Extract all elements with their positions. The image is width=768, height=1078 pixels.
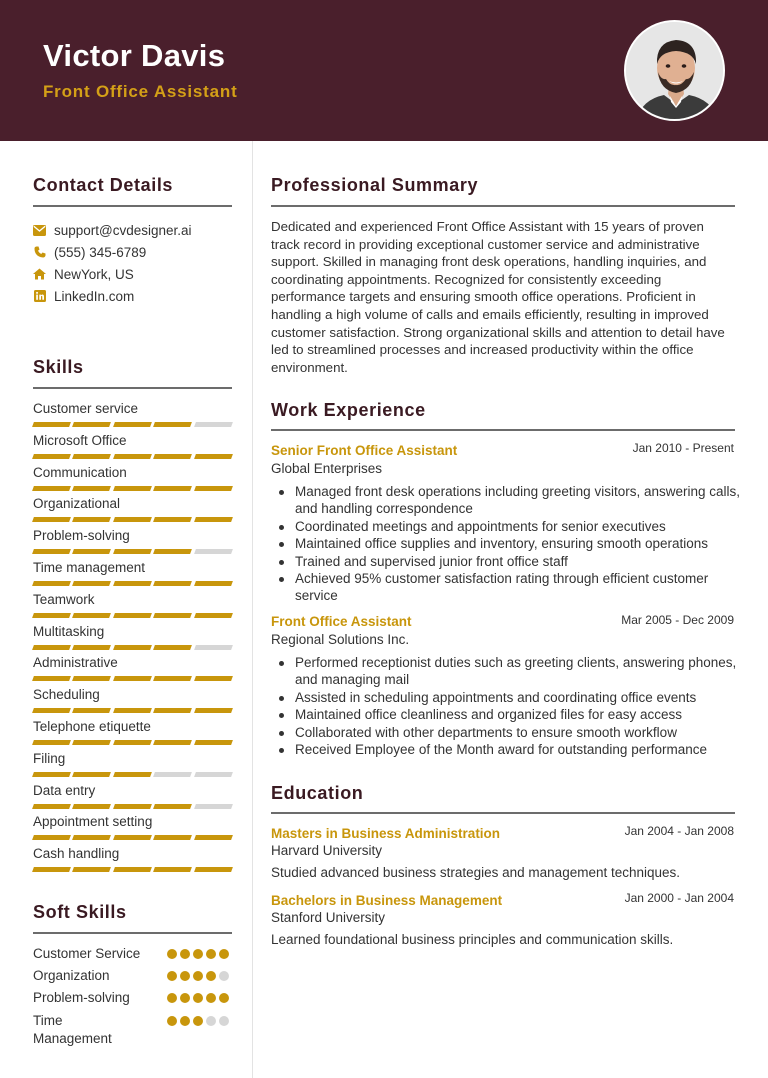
summary-text: Dedicated and experienced Front Office Assistant with 15 years of proven track record in providing exceptional customer service and administrative support. Skilled in managing front desk operations, handling inquiries, and coordinating appointments. Recognized for consistently exceeding performance targets and ensuring smooth office operations. Proficient in handling a high volume of calls and emails efficiently, resulting in improved customer satisfaction. Strong organizational skills and attention to detail have led to streamlined processes and increased productivity within the office environment. xyxy=(271,219,725,375)
home-icon xyxy=(33,268,46,281)
job-bullets xyxy=(295,483,740,605)
skill-segment-filled xyxy=(153,613,192,618)
skill-segment-filled xyxy=(113,549,152,554)
linkedin-icon xyxy=(33,290,46,303)
skill-segment-filled xyxy=(32,422,71,427)
degree-description: Learned foundational business principles and communication skills. xyxy=(271,932,674,947)
skill-segment-filled xyxy=(32,772,71,777)
rating-dot-filled xyxy=(167,971,177,981)
job-title: Senior Front Office Assistant xyxy=(271,443,458,458)
skill-segment-filled xyxy=(72,581,111,586)
rating-dot-filled xyxy=(180,1016,190,1026)
skill-segment-filled xyxy=(72,549,111,554)
skill-name: Cash handling xyxy=(33,846,120,862)
skill-segment-filled xyxy=(72,613,111,618)
summary-rule xyxy=(271,205,735,207)
skill-segment-filled xyxy=(153,676,192,681)
skill-segment-filled xyxy=(194,708,233,713)
resume-header xyxy=(0,0,768,141)
soft-skill-rating xyxy=(167,1016,229,1026)
skill-segment-filled xyxy=(113,454,152,459)
skill-level-bar xyxy=(33,772,232,777)
rating-dot-empty xyxy=(206,1016,216,1026)
skill-level-bar xyxy=(33,867,232,872)
skill-level-bar xyxy=(33,454,232,459)
envelope-icon xyxy=(33,224,46,237)
rating-dot-filled xyxy=(167,949,177,959)
job-company: Regional Solutions Inc. xyxy=(271,632,410,647)
skill-segment-filled xyxy=(194,867,233,872)
skill-segment-filled xyxy=(72,835,111,840)
skill-name: Scheduling xyxy=(33,687,100,703)
skill-segment-filled xyxy=(113,676,152,681)
rating-dot-filled xyxy=(206,949,216,959)
contact-email[interactable] xyxy=(33,221,192,239)
skill-segment-filled xyxy=(113,708,152,713)
skill-segment-filled xyxy=(32,835,71,840)
skill-segment-filled xyxy=(153,740,192,745)
skill-segment-empty xyxy=(194,422,233,427)
skills-heading: Skills xyxy=(33,357,84,377)
skill-segment-filled xyxy=(32,486,71,491)
education-rule xyxy=(271,812,735,814)
skill-segment-filled xyxy=(113,835,152,840)
experience-rule xyxy=(271,429,735,431)
rating-dot-filled xyxy=(193,1016,203,1026)
skill-name: Customer service xyxy=(33,401,139,416)
degree-title: Masters in Business Administration xyxy=(271,826,501,841)
skill-segment-filled xyxy=(32,549,71,554)
contact-rule xyxy=(33,205,232,207)
contact-phone-text: (555) 345-6789 xyxy=(54,244,147,260)
skill-level-bar xyxy=(33,740,232,745)
soft-skill-name: Organization xyxy=(33,968,110,983)
skill-level-bar xyxy=(33,486,232,491)
skill-name: Administrative xyxy=(33,655,118,671)
skill-segment-filled xyxy=(153,486,192,491)
candidate-name: Victor Davis xyxy=(43,38,226,73)
degree-date: Jan 2000 - Jan 2004 xyxy=(624,891,734,905)
phone-icon xyxy=(33,246,46,259)
skill-segment-filled xyxy=(32,454,71,459)
skill-segment-empty xyxy=(153,772,192,777)
rating-dot-filled xyxy=(206,971,216,981)
job-bullet: Maintained office supplies and inventory, ensuring smooth operations xyxy=(295,535,740,552)
degree-description: Studied advanced business strategies and management techniques. xyxy=(271,865,681,880)
school-name: Harvard University xyxy=(271,843,383,858)
school-name: Stanford University xyxy=(271,910,386,925)
skill-name: Problem-solving xyxy=(33,528,130,544)
skill-name: Time management xyxy=(33,560,146,575)
education-heading: Education xyxy=(271,783,364,803)
skill-segment-filled xyxy=(113,804,152,809)
skill-segment-filled xyxy=(153,645,192,650)
soft-skill-name: Problem-solving xyxy=(33,990,130,1005)
skill-segment-filled xyxy=(32,517,71,522)
skill-segment-filled xyxy=(113,581,152,586)
soft-skill-rating xyxy=(167,971,229,981)
skill-level-bar xyxy=(33,422,232,427)
skill-segment-filled xyxy=(113,740,152,745)
rating-dot-empty xyxy=(219,1016,229,1026)
skill-name: Data entry xyxy=(33,782,96,798)
contact-location-text: NewYork, US xyxy=(54,266,134,282)
column-divider xyxy=(252,141,253,1078)
job-bullet: Maintained office cleanliness and organized files for easy access xyxy=(295,706,740,723)
skill-name: Teamwork xyxy=(33,591,95,607)
skill-segment-empty xyxy=(194,804,233,809)
skill-segment-filled xyxy=(32,645,71,650)
job-date: Jan 2010 - Present xyxy=(632,441,734,455)
skill-segment-empty xyxy=(194,645,233,650)
skills-rule xyxy=(33,387,232,389)
skill-segment-filled xyxy=(113,867,152,872)
soft-skills-heading: Soft Skills xyxy=(33,902,127,922)
skill-segment-filled xyxy=(72,454,111,459)
experience-heading: Work Experience xyxy=(271,400,426,420)
skill-segment-filled xyxy=(153,835,192,840)
job-bullet: Collaborated with other departments to ensure smooth workflow xyxy=(295,724,740,741)
skill-segment-filled xyxy=(72,676,111,681)
soft-skill-name: Customer Service xyxy=(33,946,141,961)
contact-heading: Contact Details xyxy=(33,175,174,195)
skill-segment-filled xyxy=(72,517,111,522)
rating-dot-filled xyxy=(180,993,190,1003)
skill-segment-filled xyxy=(153,708,192,713)
skill-segment-filled xyxy=(72,804,111,809)
skill-segment-filled xyxy=(113,645,152,650)
job-company: Global Enterprises xyxy=(271,461,383,476)
skill-segment-filled xyxy=(72,486,111,491)
skill-segment-filled xyxy=(194,835,233,840)
skill-segment-filled xyxy=(72,708,111,713)
soft-skills-rule xyxy=(33,932,232,934)
rating-dot-filled xyxy=(167,1016,177,1026)
skill-segment-filled xyxy=(113,517,152,522)
job-date: Mar 2005 - Dec 2009 xyxy=(621,613,734,627)
job-bullet: Assisted in scheduling appointments and coordinating office events xyxy=(295,689,740,706)
skill-level-bar xyxy=(33,645,232,650)
job-bullet: Managed front desk operations including greeting visitors, answering calls, and handling correspondence xyxy=(295,484,740,517)
skill-level-bar xyxy=(33,835,232,840)
skill-segment-filled xyxy=(153,517,192,522)
job-title: Front Office Assistant xyxy=(271,614,412,629)
job-bullet: Performed receptionist duties such as greeting clients, answering phones, and managing mail xyxy=(295,654,740,689)
skill-name: Appointment setting xyxy=(33,814,153,830)
skill-segment-filled xyxy=(153,422,192,427)
skill-segment-filled xyxy=(72,867,111,872)
skill-segment-empty xyxy=(194,549,233,554)
skill-segment-filled xyxy=(32,804,71,809)
skill-segment-filled xyxy=(194,740,233,745)
rating-dot-filled xyxy=(180,971,190,981)
skill-segment-filled xyxy=(194,613,233,618)
skill-segment-filled xyxy=(194,517,233,522)
skill-segment-empty xyxy=(194,772,233,777)
soft-skill-rating xyxy=(167,949,229,959)
skill-segment-filled xyxy=(72,422,111,427)
skill-level-bar xyxy=(33,804,232,809)
skill-segment-filled xyxy=(194,486,233,491)
skill-name: Microsoft Office xyxy=(33,432,127,448)
contact-email-text: support@cvdesigner.ai xyxy=(54,222,192,238)
contact-phone[interactable] xyxy=(33,243,146,261)
contact-location xyxy=(33,265,134,283)
skill-level-bar xyxy=(33,613,232,618)
rating-dot-filled xyxy=(206,993,216,1003)
skill-segment-filled xyxy=(153,867,192,872)
skill-segment-filled xyxy=(194,581,233,586)
job-bullet: Trained and supervised junior front office staff xyxy=(295,553,740,570)
skill-segment-filled xyxy=(194,676,233,681)
skill-level-bar xyxy=(33,676,232,681)
skill-segment-filled xyxy=(153,581,192,586)
skill-segment-filled xyxy=(32,581,71,586)
rating-dot-filled xyxy=(167,993,177,1003)
skill-segment-filled xyxy=(32,676,71,681)
rating-dot-empty xyxy=(219,971,229,981)
skill-level-bar xyxy=(33,581,232,586)
rating-dot-filled xyxy=(219,993,229,1003)
skill-segment-filled xyxy=(72,645,111,650)
skill-segment-filled xyxy=(32,708,71,713)
rating-dot-filled xyxy=(180,949,190,959)
skill-level-bar xyxy=(33,549,232,554)
skill-segment-filled xyxy=(72,772,111,777)
skill-segment-filled xyxy=(113,772,152,777)
degree-title: Bachelors in Business Management xyxy=(271,893,503,908)
skill-segment-filled xyxy=(153,549,192,554)
skill-segment-filled xyxy=(113,613,152,618)
job-bullet: Received Employee of the Month award for outstanding performance xyxy=(295,741,740,758)
job-bullet: Achieved 95% customer satisfaction rating through efficient customer service xyxy=(295,570,740,605)
skill-segment-filled xyxy=(153,804,192,809)
candidate-title: Front Office Assistant xyxy=(43,82,238,101)
skill-segment-filled xyxy=(153,454,192,459)
skill-level-bar xyxy=(33,708,232,713)
skill-name: Telephone etiquette xyxy=(33,719,151,734)
summary-heading: Professional Summary xyxy=(271,175,479,195)
skill-name: Multitasking xyxy=(33,623,105,639)
job-bullets xyxy=(295,654,740,758)
contact-linkedin[interactable] xyxy=(33,287,134,305)
skill-level-bar xyxy=(33,517,232,522)
soft-skill-rating xyxy=(167,993,229,1003)
soft-skill-name: Time Management xyxy=(33,1013,112,1046)
rating-dot-filled xyxy=(193,971,203,981)
skill-name: Communication xyxy=(33,464,127,480)
skill-segment-filled xyxy=(113,422,152,427)
job-bullet: Coordinated meetings and appointments for senior executives xyxy=(295,518,740,535)
skill-segment-filled xyxy=(72,740,111,745)
skill-segment-filled xyxy=(32,867,71,872)
skill-name: Organizational xyxy=(33,496,121,512)
skill-segment-filled xyxy=(32,740,71,745)
skill-segment-filled xyxy=(32,613,71,618)
skill-name: Filing xyxy=(33,750,66,766)
skill-segment-filled xyxy=(113,486,152,491)
skill-segment-filled xyxy=(194,454,233,459)
rating-dot-filled xyxy=(193,993,203,1003)
profile-photo xyxy=(624,20,725,121)
degree-date: Jan 2004 - Jan 2008 xyxy=(624,824,734,838)
rating-dot-filled xyxy=(193,949,203,959)
rating-dot-filled xyxy=(219,949,229,959)
contact-linkedin-text: LinkedIn.com xyxy=(54,288,135,304)
